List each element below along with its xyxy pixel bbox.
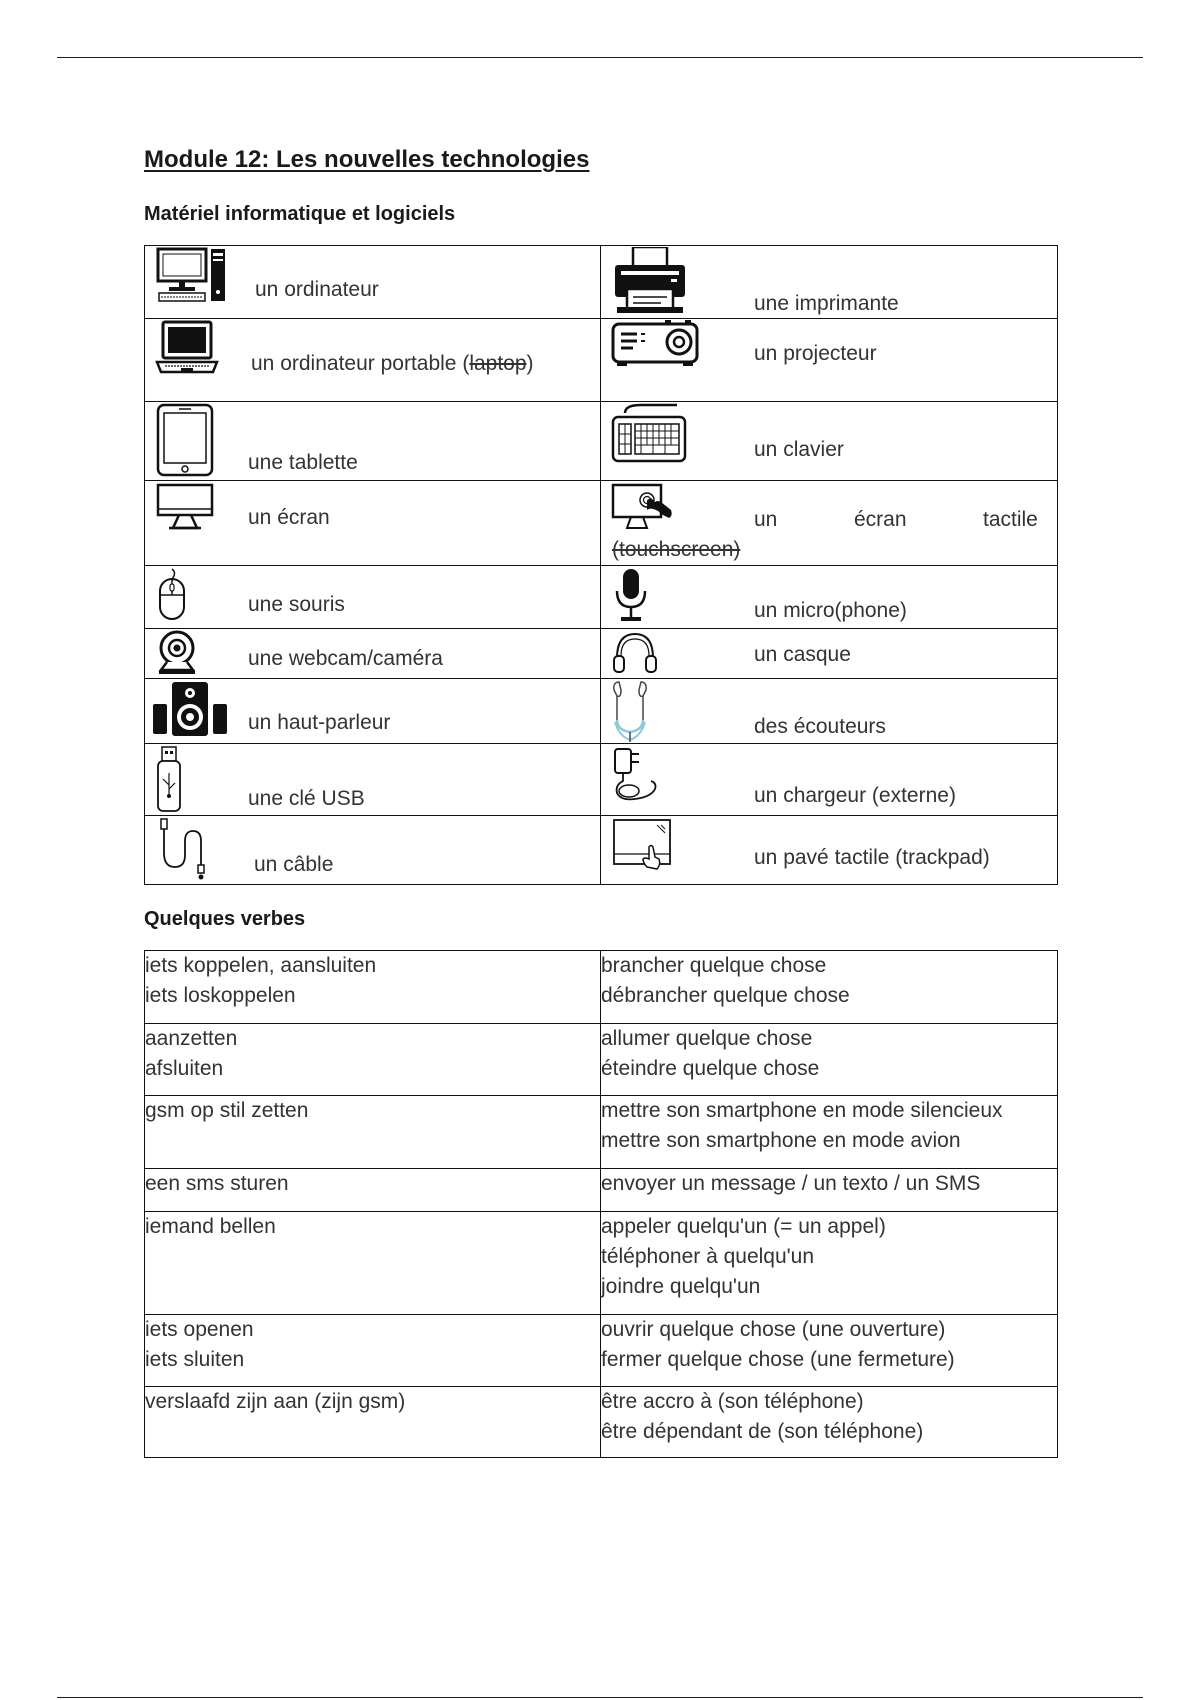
label-usb: une clé USB bbox=[248, 787, 365, 810]
struck-laptop: laptop bbox=[469, 352, 527, 375]
monitor-icon bbox=[155, 482, 215, 532]
vocab-cell-cable bbox=[145, 816, 601, 885]
label-tablette: une tablette bbox=[248, 451, 358, 474]
vocab-table bbox=[144, 245, 1058, 885]
verb-nl-cell bbox=[145, 1315, 601, 1387]
verb-fr-line: appeler quelqu'un (= un appel) bbox=[601, 1215, 886, 1238]
vocab-cell-casque bbox=[601, 629, 1058, 679]
verb-fr-line: être dépendant de (son téléphone) bbox=[601, 1420, 924, 1443]
verb-nl-cell bbox=[145, 1387, 601, 1458]
speaker-icon bbox=[153, 680, 227, 738]
tablet-icon bbox=[155, 403, 215, 477]
label-webcam: une webcam/caméra bbox=[248, 647, 443, 670]
verb-nl-line: iets koppelen, aansluiten bbox=[145, 954, 377, 977]
vocab-cell-chargeur bbox=[601, 744, 1058, 816]
verb-nl-cell bbox=[145, 1024, 601, 1096]
label-souris: une souris bbox=[248, 593, 345, 616]
verb-fr-cell bbox=[601, 1169, 1058, 1212]
verb-row bbox=[145, 1387, 1058, 1458]
vocab-cell-tablette bbox=[145, 402, 601, 481]
verb-fr-line: téléphoner à quelqu'un bbox=[601, 1245, 815, 1268]
earphones-icon bbox=[611, 680, 651, 744]
label-pave: un pavé tactile (trackpad) bbox=[754, 846, 990, 869]
verb-nl-cell bbox=[145, 1096, 601, 1169]
label-tactile-word-2: écran bbox=[854, 508, 907, 531]
footer-rule bbox=[57, 1697, 1143, 1698]
label-chargeur: un chargeur (externe) bbox=[754, 784, 956, 807]
verb-nl-line: iets sluiten bbox=[145, 1348, 245, 1371]
verb-fr-cell bbox=[601, 1315, 1058, 1387]
label-projecteur: un projecteur bbox=[754, 342, 877, 365]
vocab-row bbox=[145, 816, 1058, 885]
vocab-cell-portable bbox=[145, 319, 601, 402]
label-cable: un câble bbox=[254, 853, 334, 876]
vocab-row bbox=[145, 566, 1058, 629]
vocab-row bbox=[145, 629, 1058, 679]
microphone-icon bbox=[611, 567, 651, 625]
label-hautparleur: un haut-parleur bbox=[248, 711, 391, 734]
webcam-icon bbox=[155, 630, 199, 676]
vocab-row bbox=[145, 402, 1058, 481]
vocab-cell-usb bbox=[145, 744, 601, 816]
label-ecouteurs: des écouteurs bbox=[754, 715, 886, 738]
charger-icon bbox=[611, 745, 665, 807]
verb-nl-line: een sms sturen bbox=[145, 1172, 289, 1195]
keyboard-icon bbox=[611, 403, 687, 463]
verb-nl-cell bbox=[145, 1169, 601, 1212]
verb-nl-line: iets loskoppelen bbox=[145, 984, 296, 1007]
label-ecran: un écran bbox=[248, 506, 330, 529]
vocab-cell-clavier bbox=[601, 402, 1058, 481]
label-micro: un micro(phone) bbox=[754, 599, 907, 622]
verb-nl-line: iets openen bbox=[145, 1318, 254, 1341]
verb-fr-line: être accro à (son téléphone) bbox=[601, 1390, 864, 1413]
section-title-verbs: Quelques verbes bbox=[144, 908, 306, 930]
header-rule bbox=[57, 57, 1143, 58]
verb-fr-line: allumer quelque chose bbox=[601, 1027, 813, 1050]
vocab-cell-imprimante bbox=[601, 246, 1058, 319]
label-tactile-word-1: un bbox=[754, 508, 778, 531]
vocab-cell-pave bbox=[601, 816, 1058, 885]
verb-fr-line: mettre son smartphone en mode silencieux bbox=[601, 1099, 1003, 1122]
verb-fr-cell bbox=[601, 1387, 1058, 1458]
mouse-icon bbox=[155, 567, 189, 623]
vocab-cell-webcam bbox=[145, 629, 601, 679]
verb-fr-line: mettre son smartphone en mode avion bbox=[601, 1129, 961, 1152]
vocab-cell-ordinateur bbox=[145, 246, 601, 319]
verb-nl-cell bbox=[145, 1212, 601, 1315]
verb-fr-line: envoyer un message / un texto / un SMS bbox=[601, 1172, 981, 1195]
page-title: Module 12: Les nouvelles technologies bbox=[144, 146, 590, 173]
verb-nl-line: verslaafd zijn aan (zijn gsm) bbox=[145, 1390, 406, 1413]
verb-row bbox=[145, 1024, 1058, 1096]
verb-fr-line: débrancher quelque chose bbox=[601, 984, 850, 1007]
verb-fr-line: éteindre quelque chose bbox=[601, 1057, 820, 1080]
verb-row bbox=[145, 1212, 1058, 1315]
verb-fr-cell bbox=[601, 951, 1058, 1024]
vocab-row bbox=[145, 319, 1058, 402]
vocab-row bbox=[145, 246, 1058, 319]
laptop-icon bbox=[155, 320, 219, 376]
vocab-cell-projecteur bbox=[601, 319, 1058, 402]
vocab-cell-souris bbox=[145, 566, 601, 629]
verb-nl-line: gsm op stil zetten bbox=[145, 1099, 309, 1122]
verb-fr-line: joindre quelqu'un bbox=[601, 1275, 761, 1298]
verb-nl-line: aanzetten bbox=[145, 1027, 238, 1050]
printer-icon bbox=[611, 247, 691, 315]
verb-row bbox=[145, 951, 1058, 1024]
cable-icon bbox=[157, 817, 213, 881]
label-portable: un ordinateur portable (laptop) bbox=[251, 352, 534, 375]
desktop-computer-icon bbox=[155, 247, 227, 303]
vocab-row bbox=[145, 481, 1058, 566]
struck-touchscreen: (touchscreen) bbox=[612, 538, 741, 561]
vocab-row bbox=[145, 679, 1058, 744]
label-clavier: un clavier bbox=[754, 438, 844, 461]
vocab-cell-ecran-tactile bbox=[601, 481, 1058, 566]
vocab-row bbox=[145, 744, 1058, 816]
verb-fr-line: brancher quelque chose bbox=[601, 954, 827, 977]
verb-fr-line: fermer quelque chose (une fermeture) bbox=[601, 1348, 955, 1371]
verb-nl-line: afsluiten bbox=[145, 1057, 224, 1080]
headphones-icon bbox=[611, 630, 659, 674]
label-ordinateur: un ordinateur bbox=[255, 278, 379, 301]
section-title-hardware: Matériel informatique et logiciels bbox=[144, 203, 456, 225]
label-casque: un casque bbox=[754, 643, 851, 666]
vocab-cell-micro bbox=[601, 566, 1058, 629]
projector-icon bbox=[611, 320, 701, 366]
label-imprimante: une imprimante bbox=[754, 292, 899, 315]
verb-fr-cell bbox=[601, 1096, 1058, 1169]
touchscreen-icon bbox=[611, 482, 675, 532]
verb-fr-cell bbox=[601, 1212, 1058, 1315]
verb-nl-line: iemand bellen bbox=[145, 1215, 276, 1238]
label-tactile-word-3: tactile bbox=[983, 508, 1038, 531]
verb-row bbox=[145, 1169, 1058, 1212]
usb-stick-icon bbox=[154, 745, 184, 815]
verb-fr-cell bbox=[601, 1024, 1058, 1096]
verb-fr-line: ouvrir quelque chose (une ouverture) bbox=[601, 1318, 946, 1341]
verb-row bbox=[145, 1096, 1058, 1169]
vocab-cell-ecran bbox=[145, 481, 601, 566]
verb-nl-cell bbox=[145, 951, 601, 1024]
vocab-cell-ecouteurs bbox=[601, 679, 1058, 744]
vocab-cell-hautparleur bbox=[145, 679, 601, 744]
verbs-table bbox=[144, 950, 1058, 1458]
trackpad-icon bbox=[611, 817, 675, 871]
verb-row bbox=[145, 1315, 1058, 1387]
